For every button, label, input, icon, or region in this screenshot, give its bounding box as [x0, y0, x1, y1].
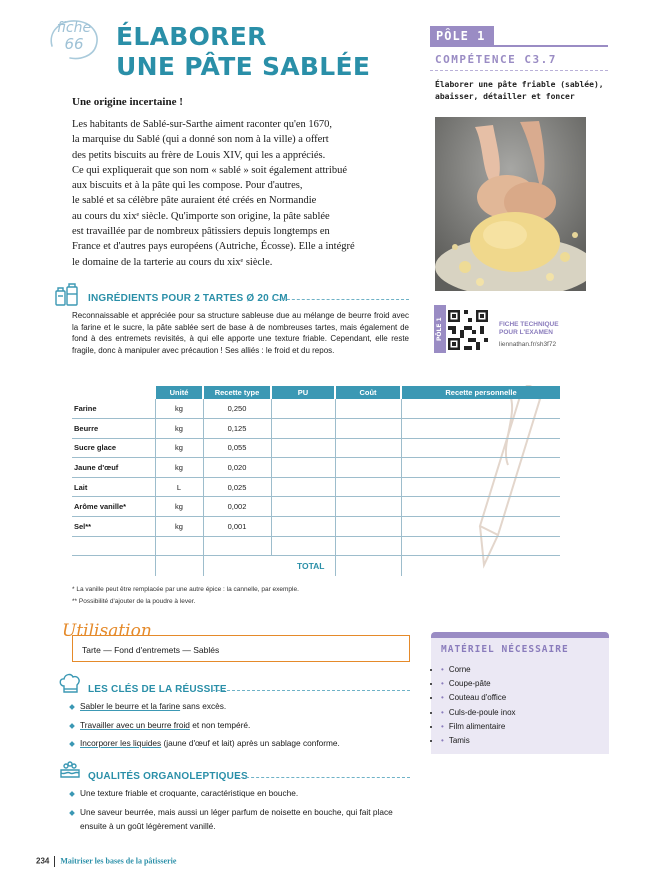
table-row — [72, 536, 560, 556]
qr-pole-tab: PÔLE 1 — [434, 305, 446, 353]
competence-label: COMPÉTENCE C3.7 — [435, 53, 557, 66]
table-row: Sel** kg 0,001 — [72, 517, 560, 537]
list-item: Incorporer les liquides (jaune d'œuf et lait) après un sablage conforme. — [70, 738, 415, 750]
ingredients-icon — [54, 283, 80, 307]
table-row: Farine kg 0,250 — [72, 399, 560, 419]
list-item: Une saveur beurrée, mais aussi un léger parfum de noisette en bouche, qui fait place — [70, 807, 415, 819]
qr-code-icon[interactable] — [448, 310, 488, 350]
footnote-sel: ** Possibilité d'ajouter de la poudre à lever. — [72, 598, 196, 605]
table-row: Sucre glace kg 0,055 — [72, 438, 560, 458]
table-total-row — [72, 556, 560, 576]
list-item: • • Tamis — [441, 734, 516, 748]
cles-divider — [212, 690, 410, 691]
ingredients-table — [72, 386, 560, 576]
page-number: 234 — [36, 856, 50, 866]
list-item: Sabler le beurre et la farine sans excès. — [70, 701, 415, 713]
competence-text: Élaborer une pâte friable (sablée), abaisser, détailler et foncer — [435, 80, 604, 101]
intro-text: Les habitants de Sablé-sur-Sarthe aiment raconter qu'en 1670, la marquise du Sablé (qui a donné son nom à la ville) a offert des petits biscuits au frère de Louis XIV, qui les a appréciés. Ce qui expliquerait que son nom « sablé » soit également attribué aux biscuits et à la pâte qui les compose. Pour d'autres, le sablé et sa célèbre pâte auraient été créés en Normandie au cours du xixᵉ siècle. Qu'importe son origine, la pâte sablée est travaillée par de nombreux pâtissiers depuis longtemps en France et d'autres pays européens (Autriche, Écosse). Elle a intégré le domaine de la tarterie au cours du xixᵉ siècle. — [72, 119, 355, 268]
qr-title: FICHE TECHNIQUE POUR L'EXAMEN — [499, 321, 559, 336]
qualites-list — [70, 788, 415, 818]
table-row: Beurre kg 0,125 — [72, 419, 560, 439]
ingredients-text: Reconnaissable et appréciée pour sa structure sableuse due au mélange de beurre froid avec la farine et le sucre, la pâte sablée sert de base à de nombreuses tartes, mais également de fond à des entremets revisités, à qui elle apporte une texture friable. Cependant, elle reste fragile, donc à manipuler avec précaution ! Ses alliés : le froid et du repos. — [72, 311, 409, 355]
page-title: ÉLABORER UNE PÂTE SABLÉE — [116, 22, 371, 81]
qualites-continuation: ensuite à un goût légèrement vanillé. — [80, 821, 216, 831]
list-item: • • Culs-de-poule inox — [441, 706, 516, 720]
list-item: Une texture friable et croquante, caractéristique en bouche. — [70, 788, 415, 800]
utilisation-heading: Utilisation — [62, 621, 152, 641]
cles-list — [70, 701, 415, 750]
list-item: • • Film alimentaire — [441, 720, 516, 734]
header-cout: Coût — [335, 386, 401, 399]
table-row: Jaune d'œuf kg 0,020 — [72, 458, 560, 478]
chef-hat-icon — [57, 672, 83, 696]
list-item: • • Corne — [441, 663, 516, 677]
header-ingredient — [72, 386, 155, 399]
dough-photo — [435, 117, 586, 291]
ingredients-heading: INGRÉDIENTS POUR 2 TARTES Ø 20 CM — [88, 293, 288, 304]
list-item: • • Couteau d'office — [441, 691, 516, 705]
pole-divider — [430, 45, 608, 47]
intro-heading: Une origine incertaine ! — [72, 96, 183, 108]
fiche-badge — [46, 16, 102, 62]
fiche-label: fiche — [56, 20, 92, 36]
table-row: Lait L 0,025 — [72, 477, 560, 497]
utilisation-box: Tarte — Fond d'entremets — Sablés — [72, 635, 410, 662]
table-row: Arôme vanille* kg 0,002 — [72, 497, 560, 517]
header-unit: Unité — [155, 386, 203, 399]
cake-icon — [57, 757, 83, 781]
total-label: TOTAL — [203, 556, 335, 576]
book-title: Maîtriser les bases de la pâtisserie — [60, 856, 177, 866]
table-header — [72, 386, 560, 399]
competence-divider — [430, 70, 608, 71]
header-recette-type: Recette type — [203, 386, 271, 399]
fiche-number: 66 — [64, 35, 84, 53]
list-item: • • Coupe-pâte — [441, 677, 516, 691]
qr-link[interactable]: liennathan.fr/sh3f72 — [499, 341, 557, 348]
materiel-list — [441, 663, 516, 748]
pole-badge: PÔLE 1 — [430, 26, 494, 46]
header-pu: PU — [271, 386, 335, 399]
cles-heading: LES CLÉS DE LA RÉUSSITE — [88, 684, 227, 695]
qualites-divider — [236, 777, 410, 778]
footnote-vanille: * La vanille peut être remplacée par une autre épice : la cannelle, par exemple. — [72, 586, 299, 593]
header-recette-personnelle: Recette personnelle — [401, 386, 560, 399]
materiel-heading: MATÉRIEL NÉCESSAIRE — [441, 644, 569, 655]
list-item: Travailler avec un beurre froid et non tempéré. — [70, 720, 415, 732]
qualites-heading: QUALITÉS ORGANOLEPTIQUES — [88, 771, 248, 782]
ingredients-divider — [272, 299, 409, 300]
page-footer — [36, 856, 176, 867]
